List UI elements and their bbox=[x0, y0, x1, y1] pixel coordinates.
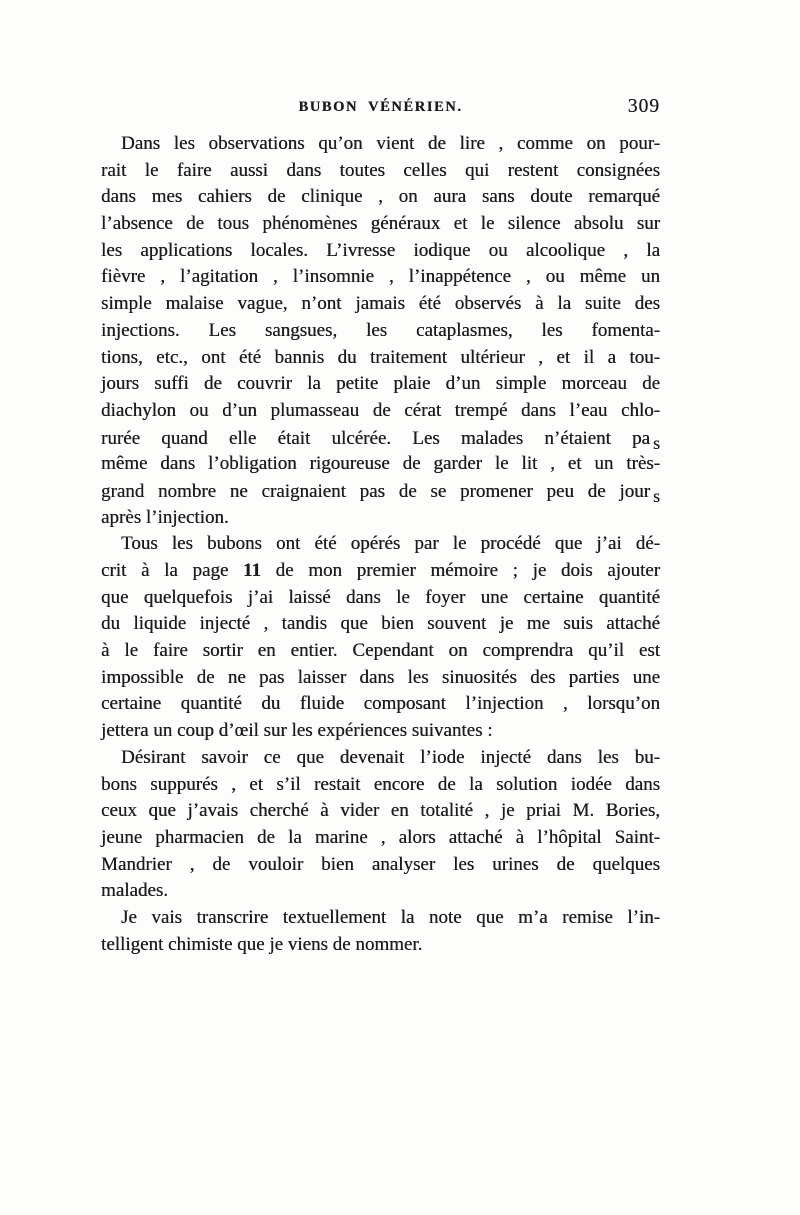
paragraph-1 bbox=[101, 131, 660, 531]
text-line-segment: de mon premier mémoire ; je dois ajouter bbox=[260, 560, 660, 581]
paragraph-2 bbox=[101, 531, 660, 745]
text-line bbox=[101, 425, 660, 452]
text-line: telligent chimiste que je viens de nommer. bbox=[101, 933, 423, 955]
text-line: Tous les bubons ont été opérés par le procédé que j’ai dé- bbox=[121, 533, 660, 555]
text-line: malades. bbox=[101, 880, 169, 902]
text-line: que quelquefois j’ai laissé dans le foyer une certaine quantité bbox=[101, 586, 660, 608]
page-body bbox=[101, 131, 660, 958]
page-number: 309 bbox=[627, 96, 660, 117]
text-line: jeune pharmacien de la marine , alors attaché à l’hôpital Saint- bbox=[101, 826, 660, 848]
text-line: ceux que j’avais cherché à vider en totalité , je priai M. Bories, bbox=[101, 800, 660, 822]
text-line: tions, etc., ont été bannis du traitement ultérieur , et il a tou- bbox=[101, 346, 660, 368]
dropped-letter: s bbox=[652, 485, 660, 506]
text-line-segment: rurée quand elle était ulcérée. Les malades n’étaient pa bbox=[101, 427, 650, 449]
text-line: du liquide injecté , tandis que bien souvent je me suis attaché bbox=[101, 613, 660, 635]
text-line: dans mes cahiers de clinique , on aura sans doute remarqué bbox=[101, 186, 660, 208]
bold-page-reference: 11 bbox=[243, 560, 261, 581]
paragraph-4 bbox=[101, 905, 660, 958]
text-line: les applications locales. L’ivresse iodique ou alcoolique , la bbox=[101, 239, 660, 261]
text-line: l’absence de tous phénomènes généraux et le silence absolu sur bbox=[101, 213, 660, 235]
text-line: jettera un coup d’œil sur les expériences suivantes : bbox=[101, 720, 493, 742]
text-line: jours suffi de couvrir la petite plaie d’un simple morceau de bbox=[101, 373, 660, 395]
text-line: Dans les observations qu’on vient de lire , comme on pour- bbox=[121, 133, 660, 154]
text-line: même dans l’obligation rigoureuse de garder le lit , et un très- bbox=[101, 453, 660, 475]
text-line bbox=[101, 558, 660, 585]
dropped-letter: s bbox=[652, 432, 660, 453]
text-line: fièvre , l’agitation , l’insomnie , l’inappétence , ou même un bbox=[101, 266, 660, 288]
text-line: simple malaise vague, n’ont jamais été observés à la suite des bbox=[101, 293, 660, 315]
text-line: injections. Les sangsues, les cataplasmes, les fomenta- bbox=[101, 319, 660, 341]
text-line: diachylon ou d’un plumasseau de cérat trempé dans l’eau chlo- bbox=[101, 399, 660, 421]
text-line: certaine quantité du fluide composant l’injection , lorsqu’on bbox=[101, 693, 660, 715]
text-line bbox=[101, 478, 660, 505]
text-line: bons suppurés , et s’il restait encore de la solution iodée dans bbox=[101, 773, 660, 795]
text-block bbox=[101, 95, 660, 958]
running-header-title: BUBON VÉNÉRIEN. bbox=[298, 99, 463, 115]
text-line-segment: grand nombre ne craignaient pas de se promener peu de jour bbox=[101, 480, 650, 502]
text-line: Désirant savoir ce que devenait l’iode injecté dans les bu- bbox=[121, 746, 660, 768]
text-line: impossible de ne pas laisser dans les sinuosités des parties une bbox=[101, 666, 660, 688]
paragraph-3 bbox=[101, 745, 660, 905]
text-line: Je vais transcrire textuellement la note que m’a remise l’in- bbox=[121, 906, 660, 928]
text-line-segment: crit à la page bbox=[101, 560, 243, 581]
text-line: rait le faire aussi dans toutes celles qui restent consignées bbox=[101, 159, 660, 181]
text-line: Mandrier , de vouloir bien analyser les urines de quelques bbox=[101, 853, 660, 875]
text-line: après l’injection. bbox=[101, 506, 229, 528]
text-line: à le faire sortir en entier. Cependant on comprendra qu’il est bbox=[101, 640, 660, 662]
running-header bbox=[101, 95, 660, 119]
